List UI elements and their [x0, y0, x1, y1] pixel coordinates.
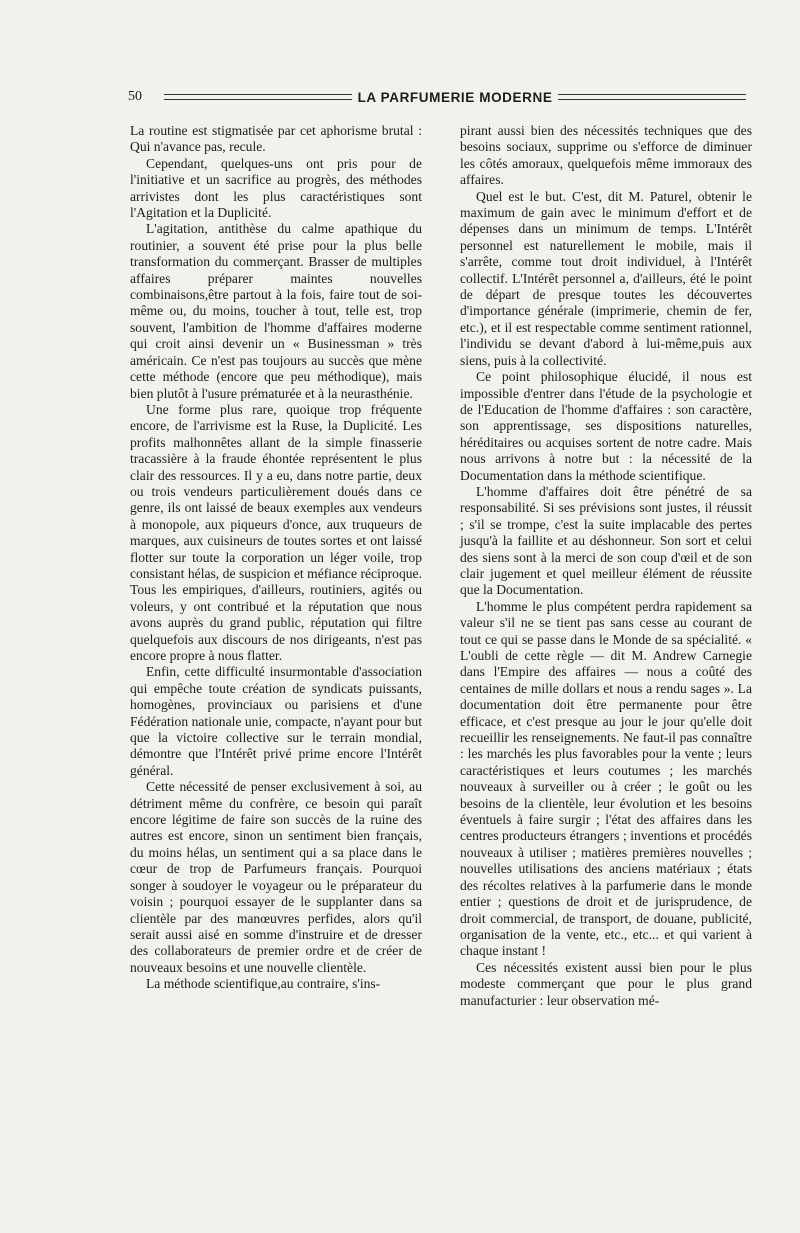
right-column — [460, 123, 752, 1009]
paragraph: Ces nécessités existent aussi bien pour le plus modeste commerçant que pour le plus grand manufacturier : leur observation mé- — [460, 959, 752, 1008]
paragraph: pirant aussi bien des nécessités techniques que des besoins sociaux, supprime ou s'efforce de diminuer les côtés amoraux, quelquefois même immoraux des affaires. — [460, 123, 752, 188]
paragraph: Cette nécessité de penser exclusivement à soi, au détriment même du confrère, ce besoin qui paraît encore légitime de faire son succès de la ruine des autres est encore, sinon un sentiment bien français, du moins hélas, un sentiment qui a sa place dans le cœur de trop de Parfumeurs français. Pourquoi songer à soudoyer le voyageur ou le préparateur du voisin ; pourquoi essayer de le supplanter dans sa clientèle par des manœuvres perfides, alors qu'il serait aussi aisé en somme d'instruire et de dresser des collaborateurs de premier ordre et de créer de nouveaux besoins et une nouvelle clientèle. — [130, 779, 422, 975]
paragraph: L'homme d'affaires doit être pénétré de sa responsabilité. Si ses prévisions sont justes, il réussit ; s'il se trompe, c'est la suite implacable des pertes jusqu'à la faillite et au déshonneur. Son sort et celui des siens sont à la merci de son coup d'œil et de son clair jugement et quel meilleur élément de réussite que la Documentation. — [460, 483, 752, 598]
header-rule-right — [558, 94, 746, 100]
page-header — [128, 86, 752, 108]
left-column — [130, 123, 422, 993]
paragraph: Ce point philosophique élucidé, il nous est impossible d'entrer dans l'étude de la psychologie et de l'Education de l'homme d'affaires : son caractère, son apprentissage, ses dispositions naturelles, héréditaires ou acquises sortent de notre cadre. Mais nous arrivons à notre but : la nécessité de la Documentation dans la méthode scientifique. — [460, 369, 752, 483]
page-number: 50 — [128, 89, 142, 104]
paragraph: Quel est le but. C'est, dit M. Paturel, obtenir le maximum de gain avec le minimum d'effort et de dépenses dans un minimum de temps. L'Intérêt personnel est naturellement le mobile, mais il s'arrête, comme tout droit individuel, à l'Intérêt collectif. L'Intérêt personnel a, d'ailleurs, été le point de départ de presque toutes les découvertes d'importance générale (imprimerie, chemin de fer, etc.), et il est respectable comme sentiment rationnel, l'individu se devant d'abord à lui-même,puis aux siens, puis à la collectivité. — [460, 188, 752, 368]
paragraph: Une forme plus rare, quoique trop fréquente encore, de l'arrivisme est la Ruse, la Duplicité. Les profits malhonnêtes allant de la simple finasserie tracassière à la fraude éhontée représentent le plus clair des ressources. Il y a eu, dans notre partie, deux ou trois vendeurs particulièrement doués dans ce genre, ils ont laissé de beaux exemples aux vendeurs à monopole, aux piqueurs d'once, aux truqueurs de marques, aux cuisineurs de toutes sortes et ont laissé flotter sur toute la corporation un léger voile, trop consistant hélas, de suspicion et méfiance réciproque. Tous les empiriques, d'ailleurs, routiniers, agités ou voleurs, y ont contribué et la réputation que nous avons auprès du grand public, réputation qui filtre quelquefois aux discours de nos dirigeants, n'est pas encore propre à nous flatter. — [130, 401, 422, 663]
paragraph: Cependant, quelques-uns ont pris pour de l'initiative et un sacrifice au progrès, des méthodes arrivistes dont les plus caractéristiques sont l'Agitation et la Duplicité. — [130, 155, 422, 221]
paragraph: Enfin, cette difficulté insurmontable d'association qui empêche toute création de syndicats puissants, homogènes, provinciaux ou parisiens et d'une Fédération nationale unie, compacte, n'ayant pour but que la victoire collective sur le terrain mondial, démontre que l'Intérêt privé prime encore l'Intérêt général. — [130, 664, 422, 778]
paragraph: L'homme le plus compétent perdra rapidement sa valeur s'il ne se tient pas sans cesse au courant de tout ce qui se passe dans le Monde de sa spécialité. « L'oubli de cette règle — dit M. Andrew Carnegie dans l'Empire des affaires — nous a coûté des centaines de mille dollars et nous a rendu sages ». La documentation doit être permanente pour être efficace, et c'est presque au jour le jour qu'elle doit recueillir les renseignements. Ne faut-il pas connaître : les marchés les plus favorables pour la vente ; leurs caractéristiques et leurs coutumes ; les marchés nouveaux à surveiller ou à créer ; le goût ou les besoins de la clientèle, leur évolution et les besoins éventuels à faire surgir ; l'état des affaires dans les centres producteurs étrangers ; inventions et procédés nouveaux à utiliser ; matières premières nouvelles ; nouvelles utilisations des anciens matériaux ; états des récoltes relatives à la parfumerie dans le monde entier ; questions de droit et de jurisprudence, de droit commercial, de transport, de douane, publicité, organisation de la vente, etc., etc... et qui varient à chaque instant ! — [460, 598, 752, 959]
paragraph: L'agitation, antithèse du calme apathique du routinier, a souvent été prise pour la plus belle transformation du commerçant. Brasser de multiples affaires préparer maintes nouvelles combinaisons,être partout à la fois, faire tout de soi-même ou, du moins, toucher à tout, telle est, trop souvent, l'ambition de l'homme d'affaires moderne qui croit ainsi devenir un « Businessman » très américain. Ce n'est pas toujours au succès que mène cette méthode (encore que peu méthodique), mais bien plutôt à l'usure prématurée et à la neurasthénie. — [130, 221, 422, 401]
header-rule-left — [164, 94, 352, 100]
paragraph: La méthode scientifique,au contraire, s'ins- — [146, 976, 381, 992]
paragraph: La routine est stigmatisée par cet aphorisme brutal : Qui n'avance pas, recule. — [130, 123, 422, 155]
running-title: LA PARFUMERIE MODERNE — [357, 89, 553, 105]
